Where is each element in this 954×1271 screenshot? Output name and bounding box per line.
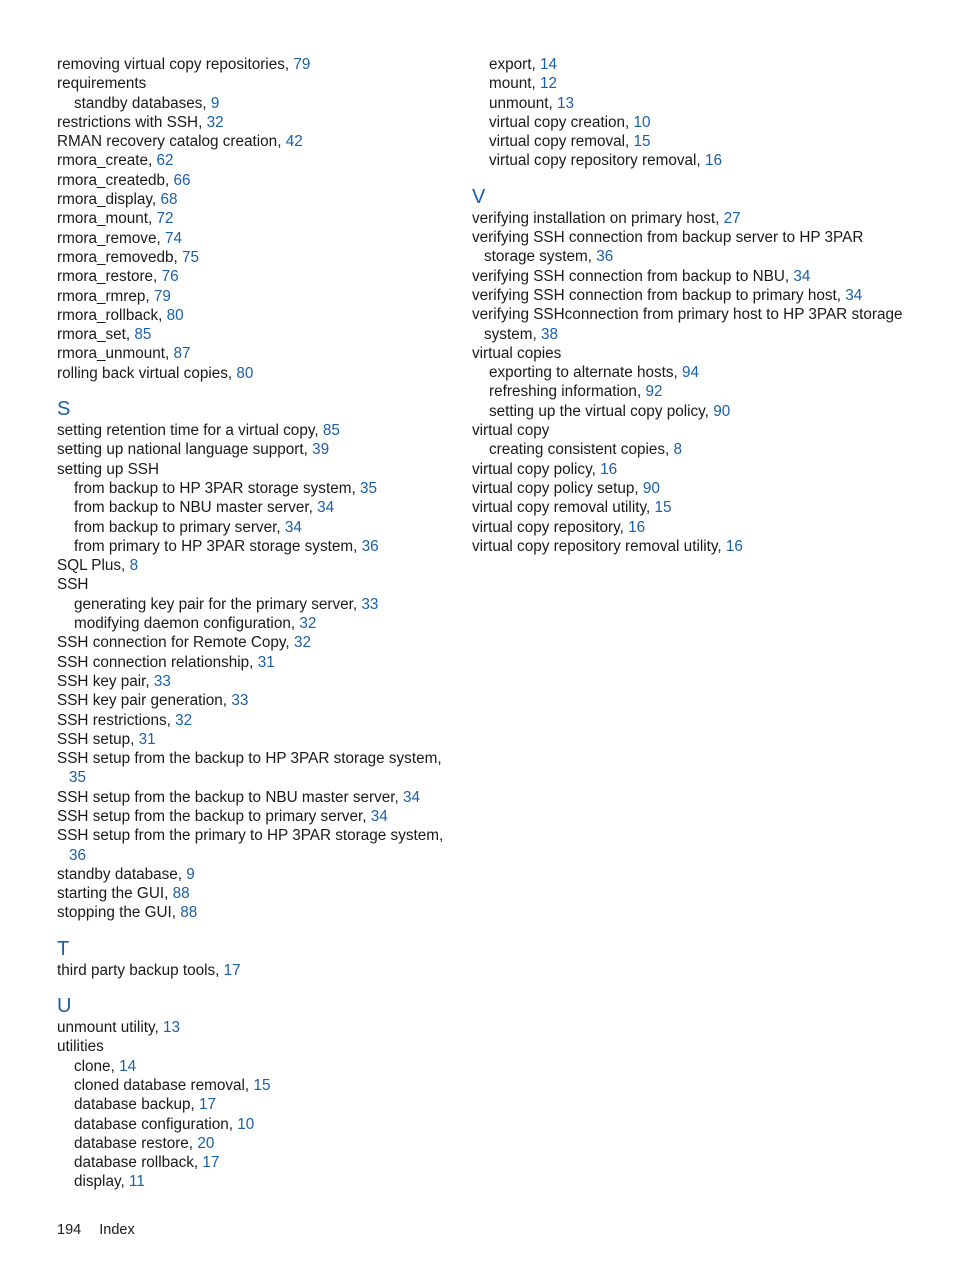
index-entry: [57, 865, 457, 884]
index-subentry: [472, 440, 912, 459]
entry-term: SSH setup from the backup to HP 3PAR storage system,: [57, 750, 442, 768]
entry-term: SSH setup from the primary to HP 3PAR storage system,: [57, 827, 444, 845]
page-link[interactable]: 11: [128, 1173, 145, 1191]
index-entry: [57, 884, 457, 903]
page-link[interactable]: 87: [173, 345, 191, 363]
entry-term: rmora_unmount,: [57, 345, 174, 363]
index-entry: [57, 653, 457, 672]
page-link[interactable]: 20: [197, 1134, 215, 1152]
index-subentry: [57, 498, 457, 517]
index-subentry: [472, 55, 912, 74]
index-subentry: [57, 479, 457, 498]
entry-term: unmount,: [489, 94, 558, 112]
entry-term: virtual copy repository,: [472, 518, 629, 536]
page-link[interactable]: 34: [403, 788, 421, 806]
entry-term: restrictions with SSH,: [57, 113, 207, 131]
page-link[interactable]: 34: [317, 499, 335, 517]
entry-term: from backup to HP 3PAR storage system,: [74, 479, 360, 497]
index-subentry: [57, 1095, 457, 1114]
page-link[interactable]: 34: [793, 267, 811, 285]
entry-term: third party backup tools,: [57, 961, 224, 979]
entry-term: unmount utility,: [57, 1019, 163, 1037]
entry-term: cloned database removal,: [74, 1076, 254, 1094]
page-link[interactable]: 16: [725, 537, 743, 555]
page-link[interactable]: 9: [186, 865, 195, 883]
page-link[interactable]: 34: [284, 518, 302, 536]
index-entry: [57, 151, 457, 170]
entry-term: RMAN recovery catalog creation,: [57, 133, 286, 151]
page-link[interactable]: 79: [153, 287, 171, 305]
entry-term: rmora_createdb,: [57, 171, 174, 189]
index-entry: [57, 248, 457, 267]
page-link[interactable]: 32: [206, 113, 224, 131]
entry-term: refreshing information,: [489, 383, 646, 401]
entry-term: removing virtual copy repositories,: [57, 56, 294, 73]
index-entry: [57, 306, 457, 325]
index-entry: [57, 691, 457, 710]
entry-term: rmora_removedb,: [57, 248, 182, 266]
page-link[interactable]: 16: [600, 460, 618, 478]
page-link[interactable]: 42: [285, 133, 303, 151]
index-subentry: [57, 614, 457, 633]
index-entry: [57, 633, 457, 652]
index-entry: [57, 229, 457, 248]
page-link[interactable]: 72: [156, 210, 174, 228]
footer-page-number: 194: [57, 1222, 82, 1238]
entry-term: virtual copy repository removal,: [489, 152, 705, 170]
page-link[interactable]: 90: [642, 479, 660, 497]
entry-term: requirements: [57, 75, 147, 93]
index-entry: [472, 228, 912, 267]
entry-term: from backup to primary server,: [74, 518, 285, 536]
index-entry: [57, 113, 457, 132]
index-entry: [57, 826, 457, 865]
index-entry: [57, 190, 457, 209]
page-link[interactable]: 35: [69, 769, 87, 787]
entry-term: rmora_display,: [57, 191, 161, 209]
entry-term: virtual copy: [472, 422, 550, 440]
page-link[interactable]: 90: [713, 402, 731, 420]
index-subentry: [57, 1115, 457, 1134]
index-entry: [57, 287, 457, 306]
index-subentry: [57, 1134, 457, 1153]
page-link[interactable]: 79: [293, 56, 311, 73]
entry-term: SSH key pair generation,: [57, 692, 232, 710]
page-link[interactable]: 34: [845, 286, 863, 304]
entry-term: virtual copy creation,: [489, 113, 634, 131]
entry-term: from backup to NBU master server,: [74, 499, 318, 517]
page-link[interactable]: 88: [180, 904, 198, 922]
index-entry: [57, 730, 457, 749]
page-link[interactable]: 15: [253, 1076, 271, 1094]
page-link[interactable]: 74: [164, 229, 182, 247]
index-subentry: [472, 151, 912, 170]
entry-term: rmora_remove,: [57, 229, 165, 247]
entry-term: SSH connection for Remote Copy,: [57, 634, 294, 652]
page-link[interactable]: 14: [119, 1057, 137, 1075]
entry-term: SSH setup from the backup to primary server,: [57, 807, 371, 825]
index-entry: [57, 209, 457, 228]
page-link[interactable]: 17: [202, 1154, 220, 1172]
page-link[interactable]: 66: [173, 171, 191, 189]
footer-label: Index: [99, 1222, 135, 1238]
index-entry: [57, 364, 457, 383]
entry-term: database restore,: [74, 1134, 198, 1152]
page-link[interactable]: 38: [540, 325, 558, 343]
index-subentry: [57, 1153, 457, 1172]
entry-term: virtual copy policy setup,: [472, 479, 643, 497]
page-link[interactable]: 36: [69, 846, 87, 864]
page-link[interactable]: 13: [557, 94, 575, 112]
page-link[interactable]: 14: [540, 56, 558, 73]
page-link[interactable]: 27: [723, 209, 741, 227]
index-subentry: [57, 1076, 457, 1095]
entry-term: virtual copy removal,: [489, 133, 634, 151]
index-subentry: [472, 132, 912, 151]
entry-term: verifying installation on primary host,: [472, 209, 724, 227]
entry-term: rmora_rmrep,: [57, 287, 154, 305]
page-link[interactable]: 32: [299, 615, 317, 633]
entry-term: virtual copy repository removal utility,: [472, 537, 726, 555]
page-link[interactable]: 80: [236, 364, 254, 382]
page-link[interactable]: 35: [359, 479, 377, 497]
page-link[interactable]: 8: [129, 557, 139, 575]
entry-term: generating key pair for the primary server,: [74, 595, 362, 613]
index-entry: [57, 74, 457, 93]
entry-term: from primary to HP 3PAR storage system,: [74, 537, 362, 555]
entry-term: rmora_set,: [57, 326, 135, 344]
index-entry: [57, 267, 457, 286]
index-entry: [57, 440, 457, 459]
page-link[interactable]: 33: [361, 595, 379, 613]
page-link[interactable]: 17: [223, 961, 241, 979]
index-entry: [472, 344, 912, 363]
index-entry: [57, 171, 457, 190]
index-entry: [57, 421, 457, 440]
entry-term: setting up SSH: [57, 460, 160, 478]
entry-term: verifying SSH connection from backup server to HP 3PAR storage system,: [472, 229, 864, 266]
index-subentry: [57, 595, 457, 614]
page-link[interactable]: 31: [138, 730, 156, 748]
entry-term: rmora_mount,: [57, 210, 157, 228]
index-subentry: [472, 382, 912, 401]
section-letter: U: [57, 995, 72, 1018]
index-entry: [472, 209, 912, 228]
index-entry: [57, 575, 457, 594]
page-link[interactable]: 10: [633, 113, 651, 131]
index-subentry: [57, 518, 457, 537]
page-link[interactable]: 39: [312, 441, 330, 459]
entry-term: mount,: [489, 75, 541, 93]
entry-term: setting up national language support,: [57, 441, 313, 459]
index-entry: [472, 479, 912, 498]
entry-term: SSH setup from the backup to NBU master server,: [57, 788, 404, 806]
entry-term: rmora_create,: [57, 152, 157, 170]
index-subentry: [472, 94, 912, 113]
page-link[interactable]: 12: [540, 75, 558, 93]
page-link[interactable]: 15: [654, 499, 672, 517]
index-entry: [57, 807, 457, 826]
index-subentry: [472, 113, 912, 132]
index-entry: [57, 711, 457, 730]
entry-term: virtual copy policy,: [472, 460, 601, 478]
index-entry: [57, 788, 457, 807]
entry-term: rolling back virtual copies,: [57, 364, 237, 382]
index-entry: [57, 749, 457, 788]
page-link[interactable]: 75: [181, 248, 199, 266]
index-entry: [57, 1018, 457, 1037]
index-entry: [57, 672, 457, 691]
index-column-left: [57, 55, 457, 1192]
entry-term: virtual copies: [472, 344, 562, 362]
index-entry: [57, 325, 457, 344]
index-subentry: [57, 537, 457, 556]
entry-term: standby databases,: [74, 94, 211, 112]
page-link[interactable]: 34: [370, 807, 388, 825]
index-entry: [57, 132, 457, 151]
entry-term: setting up the virtual copy policy,: [489, 402, 714, 420]
entry-term: SSH connection relationship,: [57, 653, 258, 671]
entry-term: SSH: [57, 576, 89, 594]
entry-term: database configuration,: [74, 1115, 238, 1133]
entry-term: modifying daemon configuration,: [74, 615, 300, 633]
page-link[interactable]: 68: [160, 191, 178, 209]
index-entry: [472, 498, 912, 517]
index-entry: [472, 421, 912, 440]
entry-term: standby database,: [57, 865, 187, 883]
page-link[interactable]: 16: [628, 518, 646, 536]
page-link[interactable]: 8: [673, 441, 683, 459]
index-entry: [57, 1037, 457, 1056]
entry-term: utilities: [57, 1038, 104, 1056]
index-entry: [57, 961, 457, 980]
entry-term: stopping the GUI,: [57, 904, 181, 922]
entry-term: exporting to alternate hosts,: [489, 364, 683, 382]
index-entry: [472, 267, 912, 286]
page-link[interactable]: 31: [257, 653, 275, 671]
index-entry: [472, 518, 912, 537]
page-link[interactable]: 80: [166, 306, 184, 324]
page-link[interactable]: 62: [156, 152, 174, 170]
page-link[interactable]: 36: [596, 248, 614, 266]
page-link[interactable]: 13: [163, 1019, 181, 1037]
entry-term: creating consistent copies,: [489, 441, 674, 459]
entry-term: verifying SSH connection from backup to primary host,: [472, 286, 846, 304]
index-entry: [472, 460, 912, 479]
index-entry: [57, 344, 457, 363]
section-letter: V: [472, 185, 486, 208]
page-link[interactable]: 33: [153, 672, 171, 690]
page-link[interactable]: 36: [361, 537, 379, 555]
page-link[interactable]: 17: [199, 1096, 217, 1114]
page-link[interactable]: 16: [704, 152, 722, 170]
entry-term: display,: [74, 1173, 129, 1191]
entry-term: export,: [489, 56, 541, 73]
index-entry: [472, 537, 912, 556]
entry-term: clone,: [74, 1057, 120, 1075]
section-letter: T: [57, 937, 70, 960]
page-link[interactable]: 88: [172, 885, 190, 903]
index-entry: [57, 460, 457, 479]
entry-term: SSH key pair,: [57, 672, 154, 690]
page-link[interactable]: 85: [322, 422, 340, 440]
page-link[interactable]: 15: [633, 133, 651, 151]
page-link[interactable]: 32: [175, 711, 193, 729]
entry-term: rmora_restore,: [57, 268, 162, 286]
entry-term: SQL Plus,: [57, 557, 130, 575]
index-entry: [472, 286, 912, 305]
entry-term: rmora_rollback,: [57, 306, 167, 324]
page-link[interactable]: 10: [237, 1115, 255, 1133]
index-subentry: [57, 1172, 457, 1191]
page-link[interactable]: 92: [645, 383, 663, 401]
index-subentry: [472, 402, 912, 421]
entry-term: virtual copy removal utility,: [472, 499, 655, 517]
entry-term: starting the GUI,: [57, 885, 173, 903]
page-link[interactable]: 33: [231, 692, 249, 710]
index-entry: [57, 55, 457, 74]
index-column-right: [472, 55, 912, 556]
entry-term: database backup,: [74, 1096, 200, 1114]
entry-term: verifying SSH connection from backup to NBU,: [472, 267, 794, 285]
index-subentry: [57, 94, 457, 113]
entry-term: SSH restrictions,: [57, 711, 176, 729]
entry-term: verifying SSHconnection from primary host to HP 3PAR storage system,: [472, 306, 903, 343]
entry-term: setting retention time for a virtual copy,: [57, 422, 323, 440]
index-subentry: [472, 363, 912, 382]
index-entry: [472, 305, 912, 344]
entry-term: SSH setup,: [57, 730, 139, 748]
page-link[interactable]: 9: [210, 94, 220, 112]
page-footer: [57, 1222, 135, 1238]
page-link[interactable]: 85: [134, 326, 152, 344]
page-link[interactable]: 32: [293, 634, 311, 652]
entry-term: database rollback,: [74, 1154, 203, 1172]
index-entry: [57, 903, 457, 922]
index-entry: [57, 556, 457, 575]
index-subentry: [57, 1057, 457, 1076]
section-letter: S: [57, 398, 71, 421]
page-link[interactable]: 94: [682, 364, 700, 382]
page-link[interactable]: 76: [161, 268, 179, 286]
index-subentry: [472, 74, 912, 93]
